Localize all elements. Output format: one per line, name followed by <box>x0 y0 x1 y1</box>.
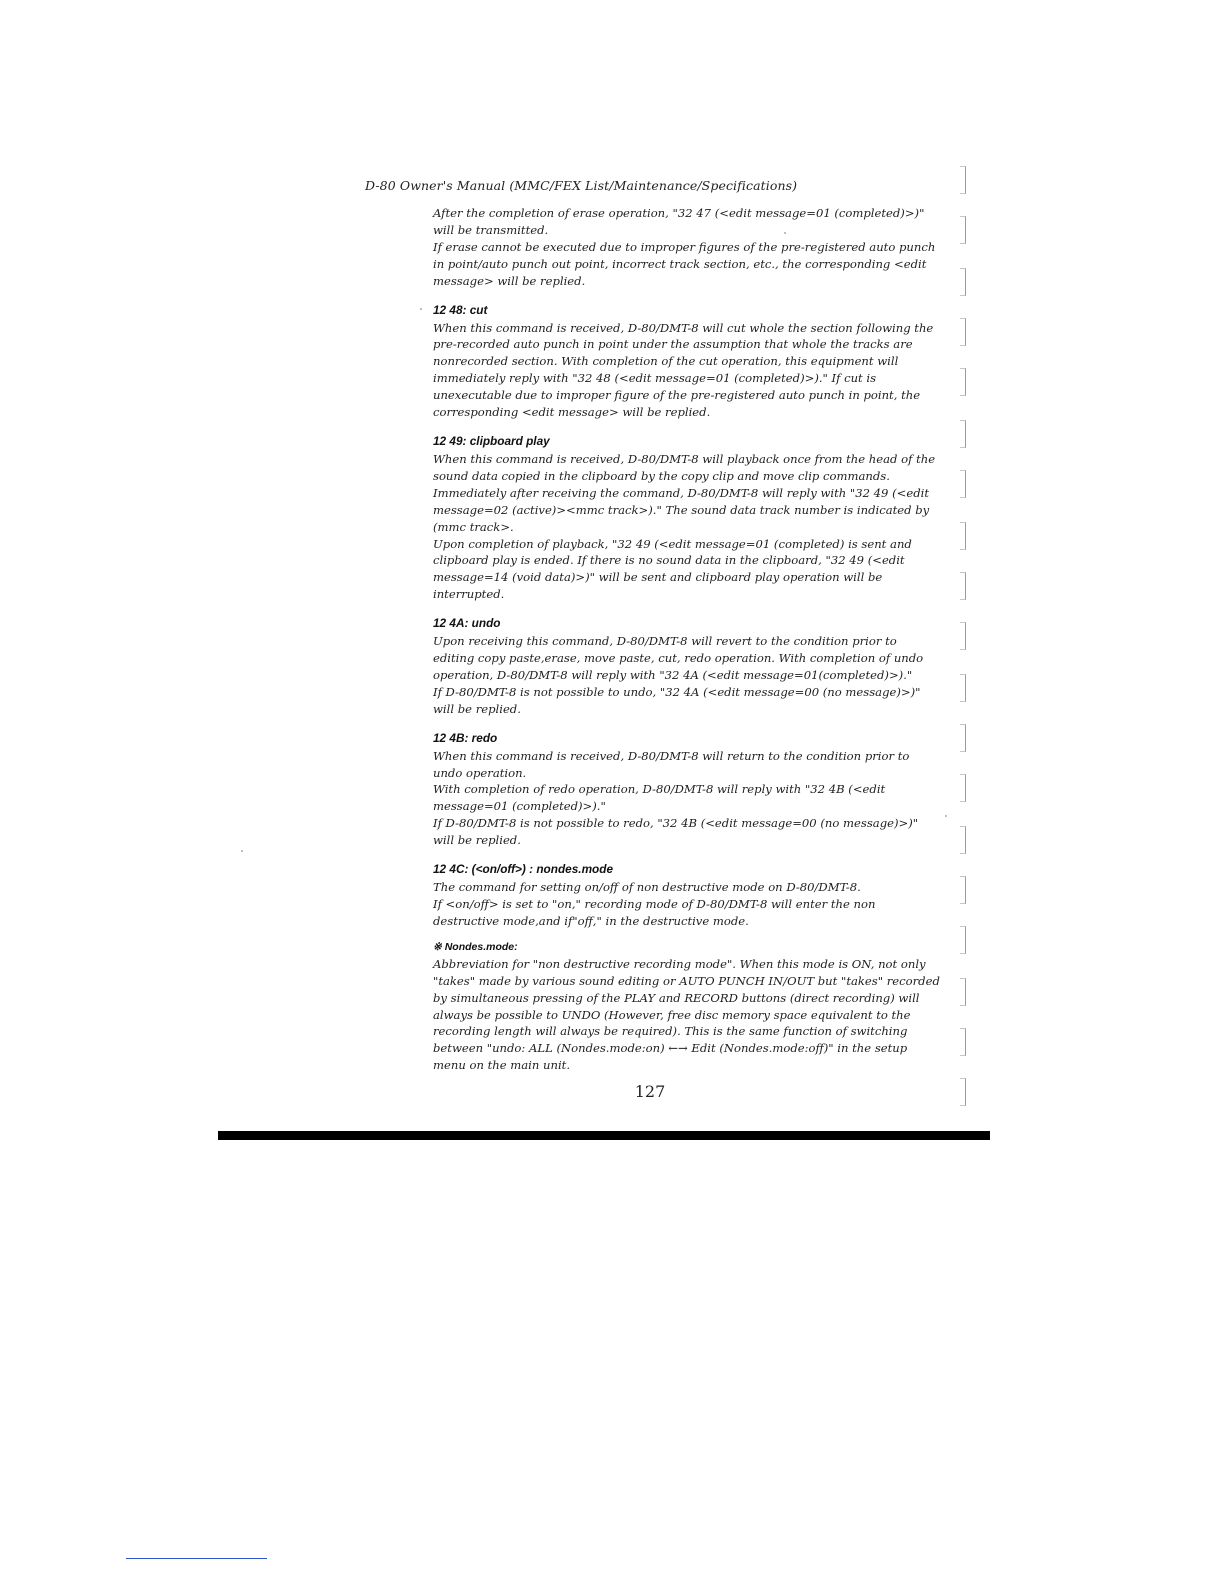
intro-paragraph: After the completion of erase operation, "32 47 (<edit message=01 (completed)>)" will be transmitted. <box>433 206 925 237</box>
section-nondes-mode <box>433 861 941 930</box>
section-paragraph: When this command is received, D-80/DMT-8 will return to the condition prior to undo operation. <box>433 748 910 780</box>
section-paragraph: When this command is received, D-80/DMT-8 will cut whole the section following the pre-recorded auto punch in point under the assumption that whole the tracks are nonrecorded section. With completion of the cut operation, this equipment will immediately reply with "32 48 (<edit message=01 (completed)>)." If cut is unexecutable due to improper figure of the pre-registered auto punch in point, the corresponding <edit message> will be replied. <box>433 320 934 420</box>
section-heading: 12 4B: redo <box>433 730 498 745</box>
binding-mark <box>960 622 966 650</box>
binding-mark <box>960 724 966 752</box>
binding-mark <box>960 268 966 296</box>
binding-mark <box>960 926 966 954</box>
binding-mark <box>960 1078 966 1106</box>
intro-block <box>433 205 941 290</box>
section-redo <box>433 730 941 849</box>
section-paragraph: Upon completion of playback, "32 49 (<edit message=01 (completed) is sent and clipboard play is ended. If there is no sound data in the clipboard, "32 49 (<edit message=14 (void data)>)" will be sent and clipboard play operation will be interrupted. <box>433 536 912 602</box>
binding-mark <box>960 1028 966 1056</box>
section-paragraph: When this command is received, D-80/DMT-8 will playback once from the head of the sound data copied in the clipboard by the copy clip and move clip commands. Immediately after receiving the command, D-80/DMT-8 will reply with "32 49 (<edit message=02 (active)><mmc track>)." The sound data track number is indicated by (mmc track>. <box>433 451 936 534</box>
scan-speck <box>420 308 422 310</box>
binding-mark <box>960 572 966 600</box>
binding-mark <box>960 674 966 702</box>
page-number: 127 <box>634 1082 666 1101</box>
section-paragraph: With completion of redo operation, D-80/DMT-8 will reply with "32 4B (<edit message=01 (completed)>)." <box>433 782 886 814</box>
section-heading: 12 4A: undo <box>433 616 501 631</box>
binding-mark <box>960 318 966 346</box>
section-heading: 12 49: clipboard play <box>433 433 550 448</box>
note-block <box>433 940 941 1074</box>
scan-speck <box>241 850 243 852</box>
binding-mark <box>960 216 966 244</box>
binding-mark <box>960 522 966 550</box>
section-undo <box>433 615 941 718</box>
binding-hole-marks <box>950 160 990 1120</box>
binding-mark <box>960 978 966 1006</box>
binding-mark <box>960 876 966 904</box>
intro-paragraph: If erase cannot be executed due to improper figures of the pre-registered auto punch in point/auto punch out point, incorrect track section, etc., the corresponding <edit message> will be replied. <box>433 239 936 288</box>
section-paragraph: The command for setting on/off of non destructive mode on D-80/DMT-8. <box>433 880 861 895</box>
section-cut <box>433 302 941 421</box>
binding-mark <box>960 420 966 448</box>
section-heading: 12 48: cut <box>433 302 488 317</box>
page-body <box>433 205 941 1074</box>
footnote-rule <box>126 1558 267 1559</box>
scan-speck <box>945 815 947 817</box>
binding-mark <box>960 368 966 396</box>
note-paragraph: Abbreviation for "non destructive recording mode". When this mode is ON, not only "takes" made by various sound editing or AUTO PUNCH IN/OUT but "takes" recorded by simultaneous pressing of the PLAY and RECORD buttons (direct recording) will always be possible to UNDO (However, free disc memory space equivalent to the recording length will always be required). This is the same function of switching between "undo: ALL (Nondes.mode:on) ←→ Edit (Nondes.mode:off)" in the setup menu on the main unit. <box>433 956 940 1073</box>
note-heading: ※ Nondes.mode: <box>433 940 518 953</box>
binding-mark <box>960 826 966 854</box>
running-header: D-80 Owner's Manual (MMC/FEX List/Maintenance/Specifications) <box>365 178 798 193</box>
section-paragraph: Upon receiving this command, D-80/DMT-8 will revert to the condition prior to editing copy paste,erase, move paste, cut, redo operation. With completion of undo operation, D-80/DMT-8 will reply with "32 4A (<edit message=01(completed)>)." <box>433 634 924 682</box>
section-heading: 12 4C: (<on/off>) : nondes.mode <box>433 862 614 877</box>
section-paragraph: If D-80/DMT-8 is not possible to redo, "32 4B (<edit message=00 (no message)>)" will be replied. <box>433 816 919 848</box>
bottom-rule <box>218 1131 990 1140</box>
section-paragraph: If <on/off> is set to "on," recording mode of D-80/DMT-8 will enter the non destructive mode,and if"off," in the destructive mode. <box>433 897 876 928</box>
scan-speck <box>784 232 786 234</box>
binding-mark <box>960 774 966 802</box>
section-paragraph: If D-80/DMT-8 is not possible to undo, "32 4A (<edit message=00 (no message)>)" will be replied. <box>433 684 921 716</box>
section-clipboard-play <box>433 433 941 603</box>
binding-mark <box>960 166 966 194</box>
binding-mark <box>960 470 966 498</box>
